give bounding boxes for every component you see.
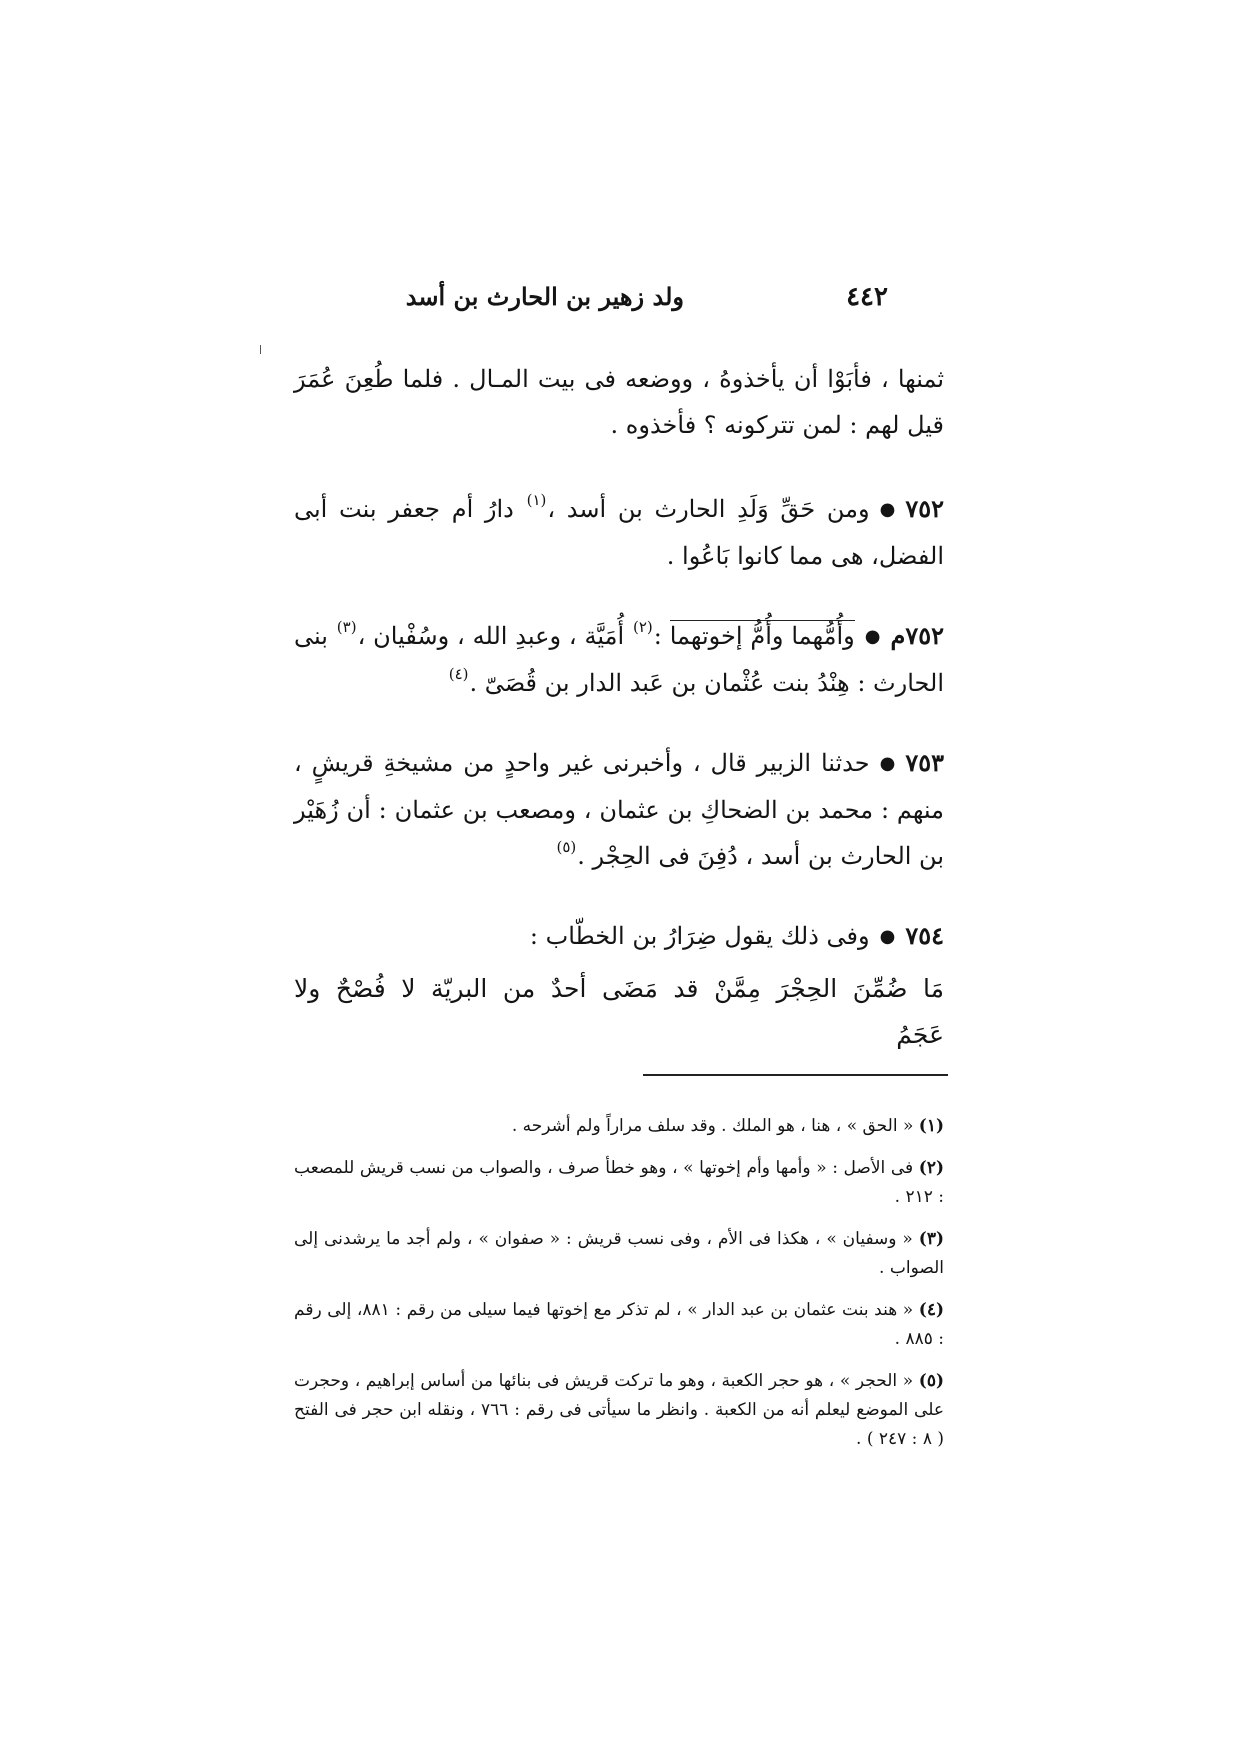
footnote [294,1225,944,1283]
entry-753 [294,740,944,879]
footnote [294,1296,944,1354]
entry-text: ومن حَقِّ وَلَدِ الحارث بن أسد ، [547,495,870,523]
bullet-icon: ● [879,753,896,774]
bullet-icon: ● [864,626,881,647]
entry-text: بنى الحارث : هِنْدُ بنت عُثْمان بن عَبد الدار بن قُصَىّ . [294,622,944,697]
entry-text: أُمَيَّة ، وعبدِ الله ، وسُفْيان ، [357,622,625,650]
footnote-ref: (٢) [632,618,653,636]
footnote-ref: (٥) [556,838,577,856]
entry-number: ٧٥٤ [905,921,944,950]
footnote-number: (٢) [918,1158,944,1178]
margin-mark [260,345,261,354]
entry-text: دارُ أم جعفر بنت أبى الفضل، هى مما كانوا بَاعُوا . [294,495,944,570]
footnote-text: « الحق » ، هنا ، هو الملك . وقد سلف مراراً ولم أشرحه . [511,1116,914,1136]
overlined-phrase: وأُمُّهما وأُمُّ إخوتهما [669,622,855,650]
continued-paragraph: ثمنها ، فأبَوْا أن يأخذوهُ ، ووضعه فى بيت المـال . فلما طُعِنَ عُمَرَ قيل لهم : لمن تتركونه ؟ فأخذوه . [294,365,944,439]
running-header [288,282,888,322]
footnote-number: (٤) [918,1300,945,1320]
entry-number: ٧٥٢م [890,621,944,650]
poem-verse: مَا ضُمِّنَ الحِجْرَ مِمَّنْ قد مَضَى أحدٌ من البريّة لا فُصْحٌ ولا عَجَمُ [294,974,944,1049]
bullet-icon: ● [879,499,896,520]
entry-752m [294,613,944,706]
entry-text: حدثنا الزبير قال ، وأخبرنى غير واحدٍ من مشيخةِ قريشٍ ، منهم : محمد بن الضحاكِ بن عثمان ، ومصعب بن عثمان : أن زُهَيْر بن الحارث بن أسد ، دُفِنَ فى الحِجْر . [294,749,944,870]
footnote [294,1112,944,1141]
footnote [294,1367,944,1454]
footnote-text: فى الأصل : « وأمها وأم إخوتها » ، وهو خطأ صرف ، والصواب من نسب قريش للمصعب : ٢١٢ . [294,1158,944,1207]
entry-text: : [653,622,662,650]
footnote-number: (٥) [918,1371,944,1391]
footnote-ref: (٣) [336,618,357,636]
footnote-text: « وسفيان » ، هكذا فى الأم ، وفى نسب قريش : « صفوان » ، ولم أجد ما يرشدنى إلى الصواب . [294,1229,944,1278]
entry-752 [294,486,944,579]
footnote-text: « الحجر » ، هو حجر الكعبة ، وهو ما تركت قريش فى بنائها من أساس إبراهيم ، وحجرت على الموضع ليعلم أنه من الكعبة . وانظر ما سيأتى فى رقم : ٧٦٦ ، ونقله ابن حجر فى الفتح ( ٨ : ٢٤٧ ) . [294,1371,944,1449]
footnote-text: « هند بنت عثمان بن عبد الدار » ، لم تذكر مع إخوتها فيما سيلى من رقم : ٨٨١، إلى رقم : ٨٨٥ . [294,1300,944,1349]
footnotes [294,1112,944,1454]
entry-number: ٧٥٢ [905,494,944,523]
entry-number: ٧٥٣ [905,748,944,777]
footnote-number: (٣) [918,1229,944,1249]
running-title: ولد زهير بن الحارث بن أسد [405,282,684,311]
footnote-ref: (٤) [448,665,469,683]
footnote-separator [643,1074,948,1076]
footnote-ref: (١) [526,491,547,509]
bullet-icon: ● [879,926,896,947]
main-text [294,356,944,1058]
entry-754 [294,913,944,960]
footnote-number: (١) [918,1116,944,1136]
page-number: ٤٤٢ [846,282,888,312]
entry-text: وفى ذلك يقول ضِرَارُ بن الخطّاب : [529,922,870,950]
footnote [294,1154,944,1212]
